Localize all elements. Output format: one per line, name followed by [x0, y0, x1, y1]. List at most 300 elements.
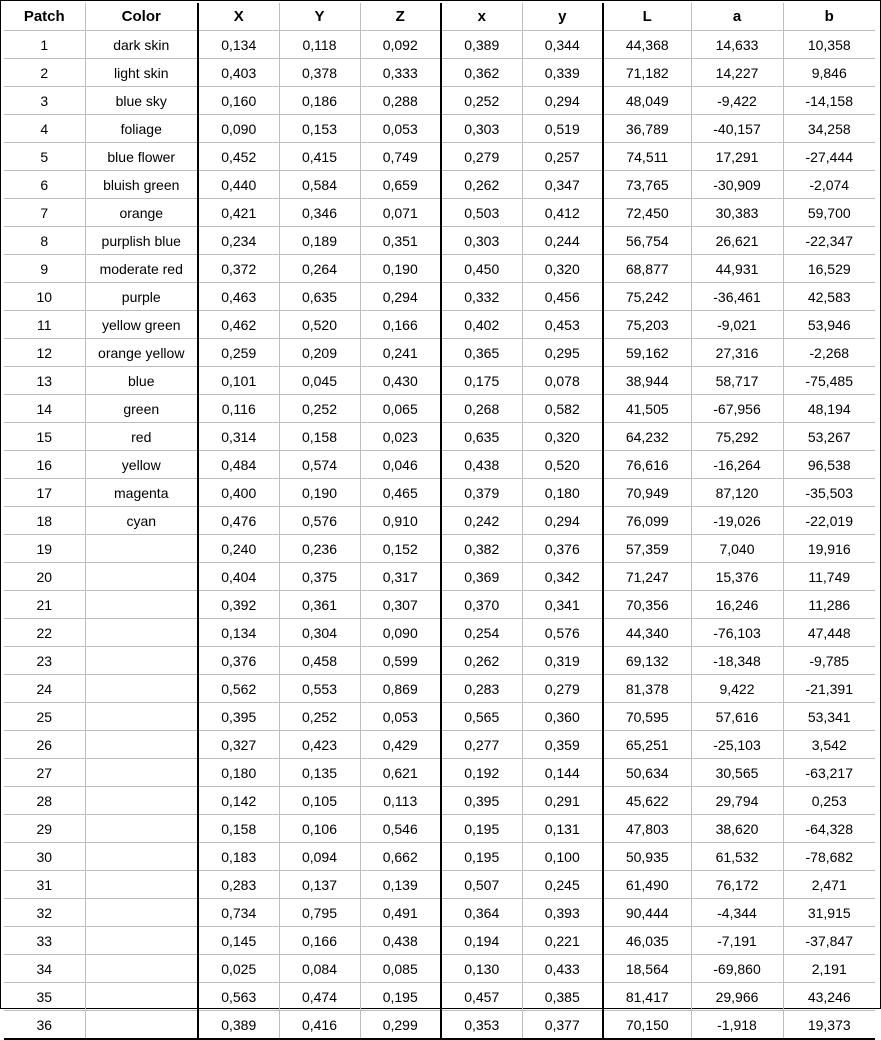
cell-Y: 0,190 [279, 479, 360, 507]
cell-a: -36,461 [691, 283, 783, 311]
cell-a: -67,956 [691, 395, 783, 423]
cell-Z: 0,053 [360, 703, 441, 731]
cell-X: 0,421 [198, 199, 279, 227]
cell-y-chromaticity: 0,453 [522, 311, 603, 339]
cell-X: 0,463 [198, 283, 279, 311]
cell-Y: 0,304 [279, 619, 360, 647]
cell-b: 3,542 [783, 731, 875, 759]
cell-patch: 7 [4, 199, 85, 227]
cell-y-chromaticity: 0,385 [522, 983, 603, 1011]
cell-Z: 0,317 [360, 563, 441, 591]
cell-color [85, 731, 198, 759]
cell-y-chromaticity: 0,180 [522, 479, 603, 507]
cell-Y: 0,045 [279, 367, 360, 395]
table-row [4, 899, 875, 927]
cell-patch: 11 [4, 311, 85, 339]
cell-Y: 0,584 [279, 171, 360, 199]
cell-b: -75,485 [783, 367, 875, 395]
cell-b: 2,191 [783, 955, 875, 983]
cell-x-chromaticity: 0,303 [441, 227, 522, 255]
cell-x-chromaticity: 0,192 [441, 759, 522, 787]
cell-color: orange yellow [85, 339, 198, 367]
cell-L: 70,356 [603, 591, 691, 619]
cell-b: 31,915 [783, 899, 875, 927]
cell-a: -76,103 [691, 619, 783, 647]
cell-Z: 0,071 [360, 199, 441, 227]
cell-Y: 0,189 [279, 227, 360, 255]
cell-a: 14,227 [691, 59, 783, 87]
cell-b: 2,471 [783, 871, 875, 899]
table-row [4, 647, 875, 675]
cell-color: purplish blue [85, 227, 198, 255]
cell-X: 0,101 [198, 367, 279, 395]
table-row [4, 171, 875, 199]
cell-color [85, 815, 198, 843]
cell-y-chromaticity: 0,245 [522, 871, 603, 899]
cell-color [85, 899, 198, 927]
cell-X: 0,562 [198, 675, 279, 703]
cell-a: -40,157 [691, 115, 783, 143]
table-row [4, 871, 875, 899]
cell-Y: 0,520 [279, 311, 360, 339]
table-row [4, 983, 875, 1011]
cell-b: 48,194 [783, 395, 875, 423]
cell-Y: 0,458 [279, 647, 360, 675]
cell-color [85, 591, 198, 619]
cell-Y: 0,118 [279, 31, 360, 59]
header-color: Color [85, 3, 198, 31]
cell-a: 15,376 [691, 563, 783, 591]
cell-y-chromaticity: 0,376 [522, 535, 603, 563]
cell-color: purple [85, 283, 198, 311]
cell-patch: 27 [4, 759, 85, 787]
cell-X: 0,327 [198, 731, 279, 759]
cell-patch: 2 [4, 59, 85, 87]
header-L: L [603, 3, 691, 31]
cell-Y: 0,574 [279, 451, 360, 479]
cell-color [85, 1011, 198, 1040]
cell-patch: 36 [4, 1011, 85, 1040]
cell-Y: 0,378 [279, 59, 360, 87]
cell-L: 68,877 [603, 255, 691, 283]
cell-b: 96,538 [783, 451, 875, 479]
cell-y-chromaticity: 0,078 [522, 367, 603, 395]
cell-color [85, 647, 198, 675]
cell-x-chromaticity: 0,130 [441, 955, 522, 983]
cell-x-chromaticity: 0,277 [441, 731, 522, 759]
cell-patch: 6 [4, 171, 85, 199]
cell-b: 11,286 [783, 591, 875, 619]
header-Y: Y [279, 3, 360, 31]
table-row [4, 507, 875, 535]
cell-x-chromaticity: 0,242 [441, 507, 522, 535]
cell-L: 76,616 [603, 451, 691, 479]
cell-a: 30,383 [691, 199, 783, 227]
cell-X: 0,160 [198, 87, 279, 115]
cell-a: 75,292 [691, 423, 783, 451]
table-row [4, 423, 875, 451]
cell-X: 0,400 [198, 479, 279, 507]
cell-Y: 0,264 [279, 255, 360, 283]
cell-color: bluish green [85, 171, 198, 199]
cell-y-chromaticity: 0,257 [522, 143, 603, 171]
cell-color [85, 927, 198, 955]
cell-Y: 0,158 [279, 423, 360, 451]
table-row [4, 115, 875, 143]
cell-y-chromaticity: 0,360 [522, 703, 603, 731]
cell-y-chromaticity: 0,100 [522, 843, 603, 871]
table-row [4, 591, 875, 619]
cell-patch: 23 [4, 647, 85, 675]
table-row [4, 843, 875, 871]
cell-b: 53,267 [783, 423, 875, 451]
cell-Z: 0,351 [360, 227, 441, 255]
table-row [4, 59, 875, 87]
cell-patch: 32 [4, 899, 85, 927]
cell-patch: 1 [4, 31, 85, 59]
cell-x-chromaticity: 0,370 [441, 591, 522, 619]
cell-a: -19,026 [691, 507, 783, 535]
cell-Z: 0,152 [360, 535, 441, 563]
cell-L: 73,765 [603, 171, 691, 199]
cell-Z: 0,085 [360, 955, 441, 983]
header-Z: Z [360, 3, 441, 31]
cell-y-chromaticity: 0,359 [522, 731, 603, 759]
cell-Z: 0,429 [360, 731, 441, 759]
cell-Z: 0,491 [360, 899, 441, 927]
header-y-chromaticity: y [522, 3, 603, 31]
cell-Y: 0,209 [279, 339, 360, 367]
table-row [4, 451, 875, 479]
cell-X: 0,116 [198, 395, 279, 423]
cell-b: 34,258 [783, 115, 875, 143]
cell-patch: 19 [4, 535, 85, 563]
cell-L: 44,340 [603, 619, 691, 647]
cell-b: 11,749 [783, 563, 875, 591]
cell-Z: 0,046 [360, 451, 441, 479]
cell-Z: 0,065 [360, 395, 441, 423]
cell-L: 64,232 [603, 423, 691, 451]
cell-Z: 0,659 [360, 171, 441, 199]
table-row [4, 143, 875, 171]
cell-a: -1,918 [691, 1011, 783, 1040]
cell-y-chromaticity: 0,144 [522, 759, 603, 787]
cell-patch: 30 [4, 843, 85, 871]
cell-y-chromaticity: 0,319 [522, 647, 603, 675]
cell-a: -16,264 [691, 451, 783, 479]
table-body [4, 31, 875, 1040]
cell-Y: 0,635 [279, 283, 360, 311]
table-row [4, 339, 875, 367]
cell-patch: 5 [4, 143, 85, 171]
cell-X: 0,395 [198, 703, 279, 731]
cell-color [85, 675, 198, 703]
cell-Y: 0,375 [279, 563, 360, 591]
cell-x-chromaticity: 0,507 [441, 871, 522, 899]
cell-x-chromaticity: 0,194 [441, 927, 522, 955]
cell-a: 9,422 [691, 675, 783, 703]
cell-L: 72,450 [603, 199, 691, 227]
cell-color: moderate red [85, 255, 198, 283]
cell-Z: 0,294 [360, 283, 441, 311]
cell-patch: 9 [4, 255, 85, 283]
cell-L: 36,789 [603, 115, 691, 143]
cell-L: 56,754 [603, 227, 691, 255]
cell-X: 0,142 [198, 787, 279, 815]
cell-b: 53,341 [783, 703, 875, 731]
cell-a: 17,291 [691, 143, 783, 171]
cell-Y: 0,166 [279, 927, 360, 955]
table-row [4, 479, 875, 507]
cell-Z: 0,307 [360, 591, 441, 619]
cell-patch: 4 [4, 115, 85, 143]
cell-X: 0,462 [198, 311, 279, 339]
cell-Z: 0,438 [360, 927, 441, 955]
cell-Y: 0,346 [279, 199, 360, 227]
cell-Z: 0,023 [360, 423, 441, 451]
cell-Z: 0,430 [360, 367, 441, 395]
cell-a: -9,422 [691, 87, 783, 115]
cell-y-chromaticity: 0,291 [522, 787, 603, 815]
cell-x-chromaticity: 0,362 [441, 59, 522, 87]
cell-patch: 26 [4, 731, 85, 759]
cell-L: 46,035 [603, 927, 691, 955]
cell-color: orange [85, 199, 198, 227]
cell-b: -37,847 [783, 927, 875, 955]
cell-patch: 8 [4, 227, 85, 255]
cell-Z: 0,241 [360, 339, 441, 367]
cell-color [85, 619, 198, 647]
cell-patch: 24 [4, 675, 85, 703]
cell-b: -35,503 [783, 479, 875, 507]
cell-Y: 0,474 [279, 983, 360, 1011]
cell-color: red [85, 423, 198, 451]
cell-y-chromaticity: 0,347 [522, 171, 603, 199]
cell-a: 61,532 [691, 843, 783, 871]
cell-b: -22,019 [783, 507, 875, 535]
cell-a: 7,040 [691, 535, 783, 563]
cell-color [85, 787, 198, 815]
cell-L: 69,132 [603, 647, 691, 675]
cell-x-chromaticity: 0,402 [441, 311, 522, 339]
cell-x-chromaticity: 0,175 [441, 367, 522, 395]
cell-a: -30,909 [691, 171, 783, 199]
cell-color [85, 955, 198, 983]
cell-x-chromaticity: 0,195 [441, 815, 522, 843]
cell-Y: 0,084 [279, 955, 360, 983]
cell-color [85, 843, 198, 871]
cell-Z: 0,053 [360, 115, 441, 143]
table-row [4, 31, 875, 59]
cell-Y: 0,415 [279, 143, 360, 171]
cell-L: 81,378 [603, 675, 691, 703]
cell-y-chromaticity: 0,131 [522, 815, 603, 843]
cell-patch: 14 [4, 395, 85, 423]
cell-color: dark skin [85, 31, 198, 59]
cell-Z: 0,190 [360, 255, 441, 283]
cell-b: 42,583 [783, 283, 875, 311]
cell-Y: 0,153 [279, 115, 360, 143]
cell-Z: 0,662 [360, 843, 441, 871]
cell-x-chromaticity: 0,365 [441, 339, 522, 367]
cell-y-chromaticity: 0,221 [522, 927, 603, 955]
cell-b: 43,246 [783, 983, 875, 1011]
cell-X: 0,404 [198, 563, 279, 591]
cell-Y: 0,576 [279, 507, 360, 535]
cell-patch: 28 [4, 787, 85, 815]
cell-Z: 0,195 [360, 983, 441, 1011]
cell-patch: 22 [4, 619, 85, 647]
cell-Y: 0,094 [279, 843, 360, 871]
table-row [4, 955, 875, 983]
cell-b: -2,074 [783, 171, 875, 199]
table-row [4, 787, 875, 815]
cell-X: 0,234 [198, 227, 279, 255]
cell-color [85, 535, 198, 563]
cell-y-chromaticity: 0,279 [522, 675, 603, 703]
cell-Y: 0,105 [279, 787, 360, 815]
table-row [4, 87, 875, 115]
cell-L: 41,505 [603, 395, 691, 423]
cell-y-chromaticity: 0,339 [522, 59, 603, 87]
table-row [4, 227, 875, 255]
cell-L: 47,803 [603, 815, 691, 843]
cell-X: 0,259 [198, 339, 279, 367]
cell-patch: 15 [4, 423, 85, 451]
cell-a: 14,633 [691, 31, 783, 59]
cell-color [85, 759, 198, 787]
table-row [4, 311, 875, 339]
cell-Z: 0,166 [360, 311, 441, 339]
cell-Z: 0,869 [360, 675, 441, 703]
cell-y-chromaticity: 0,520 [522, 451, 603, 479]
table-row [4, 759, 875, 787]
cell-b: -78,682 [783, 843, 875, 871]
cell-color: green [85, 395, 198, 423]
cell-x-chromaticity: 0,635 [441, 423, 522, 451]
cell-y-chromaticity: 0,519 [522, 115, 603, 143]
cell-x-chromaticity: 0,332 [441, 283, 522, 311]
cell-y-chromaticity: 0,433 [522, 955, 603, 983]
cell-X: 0,090 [198, 115, 279, 143]
cell-L: 57,359 [603, 535, 691, 563]
cell-b: -64,328 [783, 815, 875, 843]
cell-y-chromaticity: 0,244 [522, 227, 603, 255]
color-patch-table [4, 3, 875, 1040]
cell-a: 27,316 [691, 339, 783, 367]
cell-X: 0,283 [198, 871, 279, 899]
cell-color: blue flower [85, 143, 198, 171]
cell-Y: 0,361 [279, 591, 360, 619]
cell-x-chromaticity: 0,364 [441, 899, 522, 927]
cell-Y: 0,252 [279, 395, 360, 423]
cell-X: 0,158 [198, 815, 279, 843]
cell-Z: 0,113 [360, 787, 441, 815]
cell-a: 44,931 [691, 255, 783, 283]
table-row [4, 563, 875, 591]
cell-color: magenta [85, 479, 198, 507]
cell-L: 50,935 [603, 843, 691, 871]
cell-Z: 0,749 [360, 143, 441, 171]
cell-b: -9,785 [783, 647, 875, 675]
cell-Z: 0,139 [360, 871, 441, 899]
header-a: a [691, 3, 783, 31]
cell-L: 59,162 [603, 339, 691, 367]
cell-b: 16,529 [783, 255, 875, 283]
cell-L: 70,150 [603, 1011, 691, 1040]
cell-L: 71,247 [603, 563, 691, 591]
cell-x-chromaticity: 0,262 [441, 171, 522, 199]
cell-x-chromaticity: 0,279 [441, 143, 522, 171]
cell-a: 76,172 [691, 871, 783, 899]
cell-Y: 0,553 [279, 675, 360, 703]
cell-y-chromaticity: 0,412 [522, 199, 603, 227]
cell-a: -9,021 [691, 311, 783, 339]
cell-b: 53,946 [783, 311, 875, 339]
cell-Z: 0,910 [360, 507, 441, 535]
cell-a: -25,103 [691, 731, 783, 759]
cell-y-chromaticity: 0,320 [522, 255, 603, 283]
cell-a: 29,794 [691, 787, 783, 815]
cell-Y: 0,137 [279, 871, 360, 899]
cell-a: 58,717 [691, 367, 783, 395]
cell-X: 0,452 [198, 143, 279, 171]
cell-color: cyan [85, 507, 198, 535]
cell-color [85, 983, 198, 1011]
cell-X: 0,734 [198, 899, 279, 927]
cell-patch: 20 [4, 563, 85, 591]
cell-L: 48,049 [603, 87, 691, 115]
table-row [4, 283, 875, 311]
cell-patch: 16 [4, 451, 85, 479]
cell-X: 0,314 [198, 423, 279, 451]
cell-b: 59,700 [783, 199, 875, 227]
cell-Y: 0,423 [279, 731, 360, 759]
cell-patch: 21 [4, 591, 85, 619]
cell-b: 0,253 [783, 787, 875, 815]
cell-L: 90,444 [603, 899, 691, 927]
cell-a: 16,246 [691, 591, 783, 619]
cell-a: 87,120 [691, 479, 783, 507]
cell-X: 0,376 [198, 647, 279, 675]
table-row [4, 703, 875, 731]
cell-y-chromaticity: 0,582 [522, 395, 603, 423]
cell-b: 19,916 [783, 535, 875, 563]
cell-color [85, 703, 198, 731]
cell-patch: 29 [4, 815, 85, 843]
cell-x-chromaticity: 0,268 [441, 395, 522, 423]
cell-X: 0,440 [198, 171, 279, 199]
cell-patch: 17 [4, 479, 85, 507]
cell-Y: 0,236 [279, 535, 360, 563]
cell-y-chromaticity: 0,344 [522, 31, 603, 59]
cell-Y: 0,135 [279, 759, 360, 787]
cell-a: -7,191 [691, 927, 783, 955]
cell-L: 38,944 [603, 367, 691, 395]
cell-L: 45,622 [603, 787, 691, 815]
cell-x-chromaticity: 0,195 [441, 843, 522, 871]
cell-color: foliage [85, 115, 198, 143]
table-row [4, 731, 875, 759]
cell-patch: 18 [4, 507, 85, 535]
cell-b: 47,448 [783, 619, 875, 647]
cell-Y: 0,795 [279, 899, 360, 927]
table-row [4, 535, 875, 563]
header-patch: Patch [4, 3, 85, 31]
table-row [4, 199, 875, 227]
cell-patch: 25 [4, 703, 85, 731]
cell-X: 0,372 [198, 255, 279, 283]
